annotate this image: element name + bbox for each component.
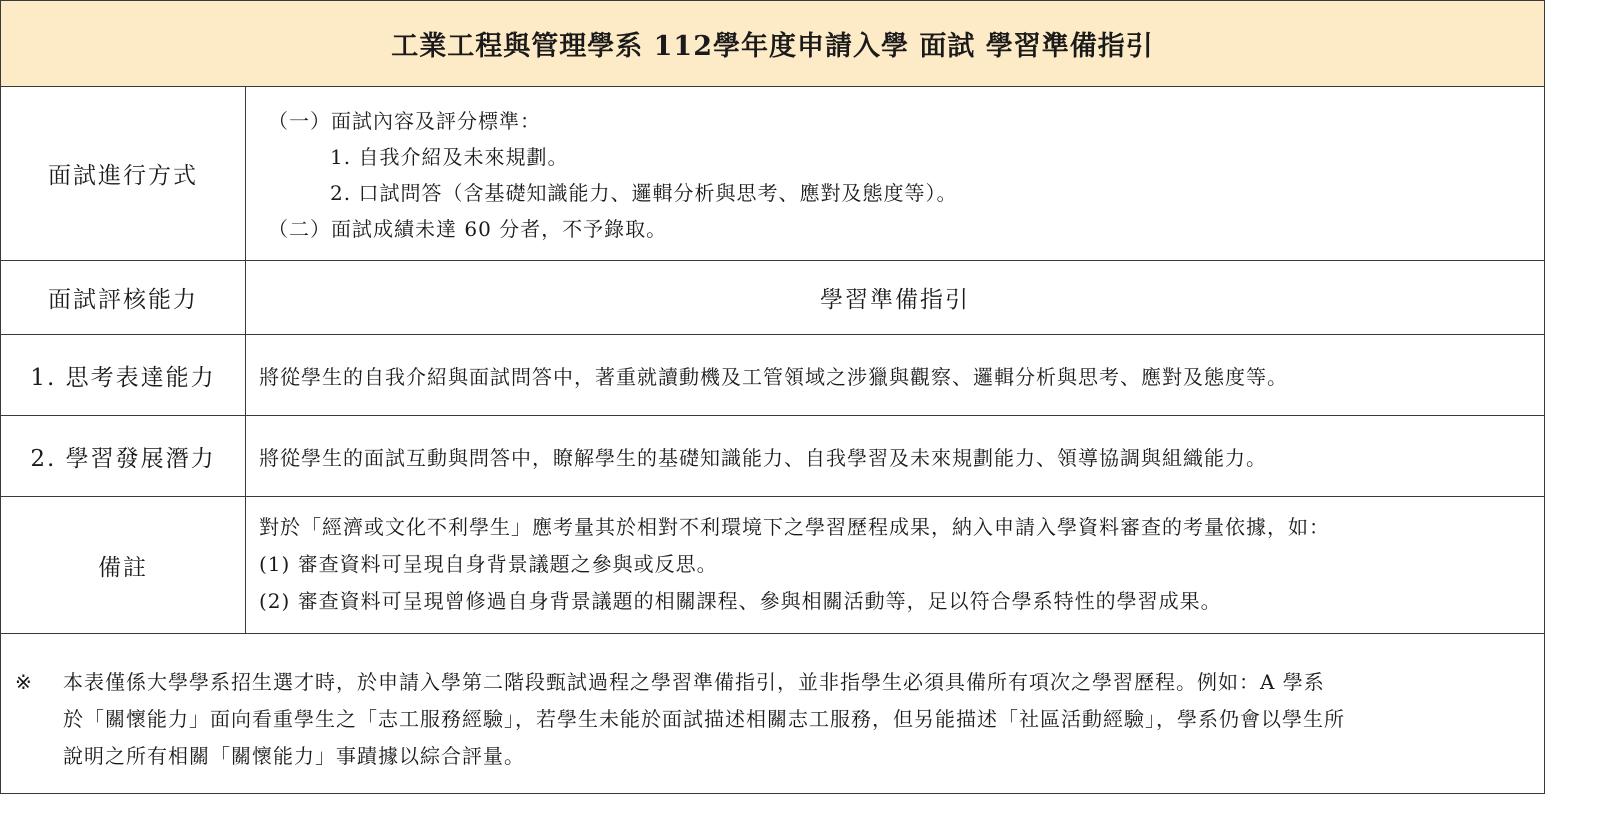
ability-guide-text: 將從學生的自我介紹與面試問答中，著重就讀動機及工管領域之涉獵與觀察、邏輯分析與思考、應對及態度等。	[259, 364, 1288, 389]
note-line: 對於「經濟或文化不利學生」應考量其於相對不利環境下之學習歷程成果，納入申請入學資料審查的考量依據，如：	[259, 515, 1330, 539]
ability-guide-text: 將從學生的面試互動與問答中，瞭解學生的基礎知識能力、自我學習及未來規劃能力、領導協調與組織能力。	[259, 445, 1267, 470]
method-content	[246, 87, 1544, 260]
method-line: （一）面試內容及評分標準：	[268, 109, 541, 133]
note-content	[246, 497, 1544, 633]
note-label: 備註	[1, 497, 246, 633]
note-line: (2) 審查資料可呈現曾修過自身背景議題的相關課程、參與相關活動等，足以符合學系特性的學習成果。	[259, 589, 1222, 613]
ability-row	[1, 335, 1544, 416]
reference-mark: ※	[15, 670, 33, 694]
footer-line: 於「關懷能力」面向看重學生之「志工服務經驗」，若學生未能於面試描述相關志工服務，但另能描述「社區活動經驗」，學系仍會以學生所	[63, 707, 1345, 731]
note-row	[1, 497, 1544, 634]
ability-label: 1. 思考表達能力	[1, 335, 246, 415]
guide-column-header: 學習準備指引	[820, 287, 970, 313]
footer-line: 說明之所有相關「關懷能力」事蹟據以綜合評量。	[63, 744, 525, 768]
footer-note	[1, 634, 1544, 794]
ability-row	[1, 416, 1544, 497]
ability-column-header: 面試評核能力	[1, 261, 246, 334]
note-line: (1) 審查資料可呈現自身背景議題之參與或反思。	[259, 552, 718, 576]
method-label: 面試進行方式	[1, 87, 246, 260]
ability-label: 2. 學習發展潛力	[1, 416, 246, 496]
method-line: 2. 口試問答（含基礎知識能力、邏輯分析與思考、應對及態度等）。	[330, 181, 958, 205]
footer-line: 本表僅係大學學系招生選才時，於申請入學第二階段甄試過程之學習準備指引，並非指學生必須具備所有項次之學習歷程。例如：A 學系	[63, 670, 1325, 694]
method-line: （二）面試成績未達 60 分者，不予錄取。	[268, 217, 668, 241]
method-row	[1, 87, 1544, 261]
section-header-row	[1, 261, 1544, 335]
table-title: 工業工程與管理學系 112學年度申請入學 面試 學習準備指引	[1, 1, 1544, 87]
method-line: 1. 自我介紹及未來規劃。	[330, 145, 569, 169]
